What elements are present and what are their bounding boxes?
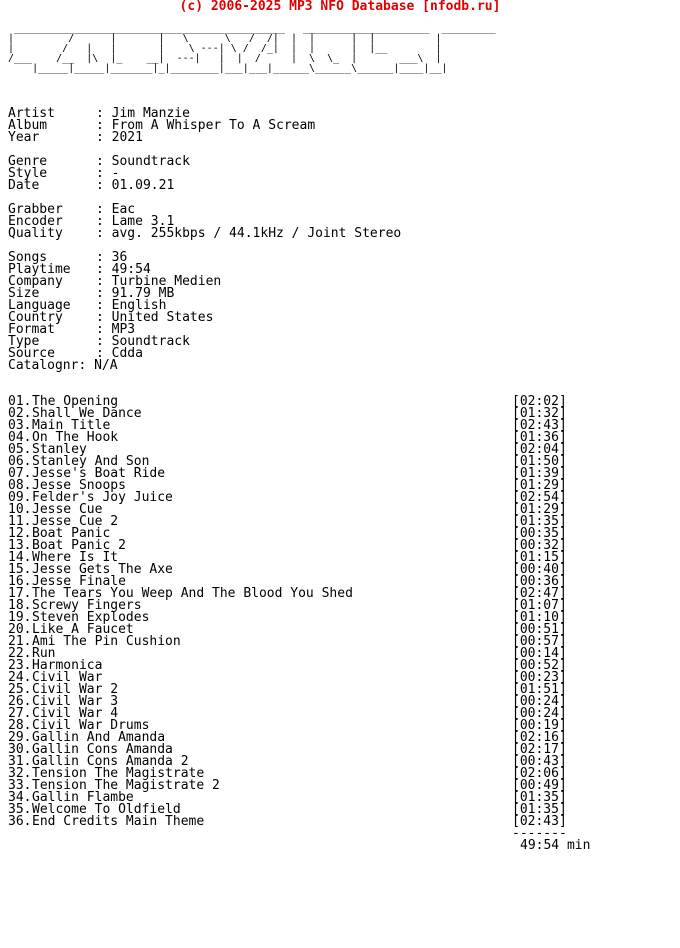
info-row: [8, 120, 401, 132]
info-colon: :: [96, 166, 104, 181]
site-header: (c) 2006-2025 MP3 NFO Database [nfodb.ru]: [179, 0, 501, 14]
track-title: Ami The Pin Cushion: [32, 634, 181, 649]
info-colon: :: [96, 274, 104, 289]
info-label: Style: [8, 166, 48, 181]
track-duration: [01:29]: [512, 478, 567, 493]
track-number: 10.: [8, 502, 32, 517]
track-number: 22.: [8, 646, 32, 661]
track-number: 09.: [8, 490, 32, 505]
track-title: Run: [32, 646, 56, 661]
track-number: 14.: [8, 550, 32, 565]
info-colon: :: [96, 178, 104, 193]
track-title: Jesse Finale: [32, 574, 126, 589]
track-number: 12.: [8, 526, 32, 541]
track-title: The Tears You Weep And The Blood You Shed: [32, 586, 353, 601]
track-title: Welcome To Oldfield: [32, 802, 181, 817]
info-label: Playtime: [8, 262, 71, 277]
track-duration: [00:57]: [512, 634, 567, 649]
track-duration: [00:19]: [512, 718, 567, 733]
track-number: 15.: [8, 562, 32, 577]
info-value: Eac: [111, 202, 136, 217]
track-title: Tension The Magistrate: [32, 766, 205, 781]
info-value: Turbine Medien: [111, 274, 222, 289]
track-title: Jesse's Boat Ride: [32, 466, 166, 481]
info-colon: :: [78, 358, 87, 373]
track-number: 03.: [8, 418, 32, 433]
track-number: 13.: [8, 538, 32, 553]
info-colon: :: [96, 310, 104, 325]
info-value: Lame 3.1: [111, 214, 175, 229]
track-duration: [02:54]: [512, 490, 567, 505]
info-row: [8, 360, 401, 372]
track-duration: [00:36]: [512, 574, 567, 589]
info-value: 01.09.21: [111, 178, 175, 193]
info-label: Country: [8, 310, 63, 325]
track-number: 21.: [8, 634, 32, 649]
track-title: Stanley And Son: [32, 454, 150, 469]
info-spacer: [8, 144, 401, 156]
info-spacer: [8, 240, 401, 252]
track-duration: [01:29]: [512, 502, 567, 517]
track-duration: [00:49]: [512, 778, 567, 793]
info-label: Language: [8, 298, 71, 313]
track-duration: [02:16]: [512, 730, 567, 745]
track-title: Main Title: [32, 418, 111, 433]
track-title: Felder's Joy Juice: [32, 490, 173, 505]
track-duration: [00:32]: [512, 538, 567, 553]
info-row: [8, 132, 401, 144]
track-number: 02.: [8, 406, 32, 421]
track-title: Jesse Cue: [32, 502, 103, 517]
info-value: MP3: [111, 322, 136, 337]
track-duration: [00:52]: [512, 658, 567, 673]
track-title: Stanley: [32, 442, 87, 457]
track-title: End Credits Main Theme: [32, 814, 205, 829]
track-number: 05.: [8, 442, 32, 457]
track-number: 20.: [8, 622, 32, 637]
track-duration: [00:23]: [512, 670, 567, 685]
info-row: [8, 180, 401, 192]
info-value: 49:54: [111, 262, 151, 277]
track-duration: [00:40]: [512, 562, 567, 577]
track-title: Civil War 3: [32, 694, 119, 709]
track-duration: [02:06]: [512, 766, 567, 781]
info-label: Encoder: [8, 214, 63, 229]
info-value: N/A: [94, 358, 118, 373]
track-number: 11.: [8, 514, 32, 529]
info-colon: :: [96, 322, 104, 337]
track-duration: [00:24]: [512, 694, 567, 709]
info-label: Songs: [8, 250, 48, 265]
info-spacer: [8, 192, 401, 204]
info-colon: :: [96, 130, 104, 145]
info-label: Album: [8, 118, 48, 133]
track-duration: [00:24]: [512, 706, 567, 721]
info-value: Soundtrack: [111, 154, 190, 169]
track-title: Gallin And Amanda: [32, 730, 166, 745]
track-title: Boat Panic 2: [32, 538, 126, 553]
info-value: -: [111, 166, 120, 181]
track-number: 06.: [8, 454, 32, 469]
info-value: avg. 255kbps / 44.1kHz / Joint Stereo: [111, 226, 402, 241]
info-label: Year: [8, 130, 40, 145]
track-duration: [00:14]: [512, 646, 567, 661]
info-row: [8, 312, 401, 324]
track-number: 19.: [8, 610, 32, 625]
info-value: From A Whisper To A Scream: [111, 118, 316, 133]
track-duration: [01:39]: [512, 466, 567, 481]
info-label: Artist: [8, 106, 55, 121]
ascii-logo: _____________________________________________ _____________________ _________ | / | | \ \ / /| | | | | | | / | | | \ ---| \ / /_| | | | |__ | /___ /__ |\ |_ __| ---| | | / | \ \_ | ___\ | |_____|_____|_______|_|________|___|___|______\______\______|____|__|: [8, 23, 496, 74]
track-title: Screwy Fingers: [32, 598, 142, 613]
track-number: 27.: [8, 706, 32, 721]
info-label: Quality: [8, 226, 63, 241]
track-number: 08.: [8, 478, 32, 493]
info-colon: :: [96, 154, 104, 169]
track-duration: [00:43]: [512, 754, 567, 769]
info-colon: :: [96, 118, 104, 133]
track-number: 30.: [8, 742, 32, 757]
info-row: [8, 228, 401, 240]
info-colon: :: [96, 202, 104, 217]
info-label: Catalognr: [8, 358, 79, 373]
track-title: Shall We Dance: [32, 406, 142, 421]
track-title: Gallin Cons Amanda: [32, 742, 173, 757]
track-list: [8, 396, 608, 828]
info-colon: :: [96, 286, 104, 301]
track-number: 33.: [8, 778, 32, 793]
track-title: Like A Faucet: [32, 622, 134, 637]
info-value: English: [111, 298, 167, 313]
info-label: Company: [8, 274, 63, 289]
track-title: Civil War Drums: [32, 718, 150, 733]
track-title: Jesse Cue 2: [32, 514, 119, 529]
track-number: 34.: [8, 790, 32, 805]
track-duration: [02:43]: [512, 814, 567, 829]
track-duration: [01:35]: [512, 802, 567, 817]
total-separator: -------: [512, 826, 567, 841]
track-title: Gallin Cons Amanda 2: [32, 754, 189, 769]
track-title: Civil War 4: [32, 706, 119, 721]
track-duration: [02:17]: [512, 742, 567, 757]
track-duration: [02:47]: [512, 586, 567, 601]
info-row: [8, 204, 401, 216]
track-duration: [01:32]: [512, 406, 567, 421]
info-row: [8, 168, 401, 180]
track-title: Tension The Magistrate 2: [32, 778, 220, 793]
track-number: 25.: [8, 682, 32, 697]
info-label: Size: [8, 286, 40, 301]
info-row: [8, 156, 401, 168]
track-number: 28.: [8, 718, 32, 733]
info-colon: :: [96, 250, 104, 265]
info-value: 2021: [111, 130, 143, 145]
track-number: 16.: [8, 574, 32, 589]
info-row: [8, 336, 401, 348]
info-colon: :: [96, 334, 104, 349]
track-number: 26.: [8, 694, 32, 709]
track-number: 04.: [8, 430, 32, 445]
info-value: 91.79 MB: [111, 286, 175, 301]
track-title: Civil War: [32, 670, 103, 685]
info-colon: :: [96, 262, 104, 277]
track-title: Harmonica: [32, 658, 103, 673]
info-row: [8, 276, 401, 288]
track-number: 32.: [8, 766, 32, 781]
info-value: Cdda: [111, 346, 143, 361]
track-duration: [01:51]: [512, 682, 567, 697]
info-value: 36: [111, 250, 128, 265]
track-number: 07.: [8, 466, 32, 481]
track-duration: [01:10]: [512, 610, 567, 625]
track-duration: [01:36]: [512, 430, 567, 445]
info-label: Format: [8, 322, 55, 337]
info-value: Jim Manzie: [111, 106, 190, 121]
info-row: [8, 324, 401, 336]
info-value: Soundtrack: [111, 334, 190, 349]
track-title: On The Hook: [32, 430, 119, 445]
track-title: Gallin Flambe: [32, 790, 134, 805]
track-title: Jesse Gets The Axe: [32, 562, 173, 577]
info-value: United States: [111, 310, 214, 325]
info-label: Type: [8, 334, 40, 349]
track-title: Boat Panic: [32, 526, 111, 541]
track-number: 18.: [8, 598, 32, 613]
info-label: Grabber: [8, 202, 63, 217]
track-duration: [02:02]: [512, 394, 567, 409]
info-colon: :: [96, 214, 104, 229]
info-colon: :: [96, 106, 104, 121]
track-duration: [00:35]: [512, 526, 567, 541]
track-number: 23.: [8, 658, 32, 673]
track-duration: [00:51]: [512, 622, 567, 637]
track-title: Jesse Snoops: [32, 478, 126, 493]
track-duration: [01:50]: [512, 454, 567, 469]
track-number: 36.: [8, 814, 32, 829]
info-colon: :: [96, 346, 104, 361]
track-duration: [01:35]: [512, 790, 567, 805]
track-title: Where Is It: [32, 550, 119, 565]
track-duration: [02:04]: [512, 442, 567, 457]
track-number: 31.: [8, 754, 32, 769]
total-playtime: 49:54 min: [520, 838, 591, 853]
track-number: 01.: [8, 394, 32, 409]
track-duration: [01:07]: [512, 598, 567, 613]
track-title: Steven Explodes: [32, 610, 150, 625]
track-duration: [01:35]: [512, 514, 567, 529]
info-label: Source: [8, 346, 55, 361]
track-duration: [01:15]: [512, 550, 567, 565]
track-number: 24.: [8, 670, 32, 685]
info-colon: :: [96, 226, 104, 241]
track-number: 17.: [8, 586, 32, 601]
track-number: 29.: [8, 730, 32, 745]
track-duration: [02:43]: [512, 418, 567, 433]
track-title: The Opening: [32, 394, 119, 409]
release-info: [8, 108, 401, 372]
info-colon: :: [96, 298, 104, 313]
info-label: Date: [8, 178, 40, 193]
track-number: 35.: [8, 802, 32, 817]
info-label: Genre: [8, 154, 48, 169]
track-title: Civil War 2: [32, 682, 119, 697]
